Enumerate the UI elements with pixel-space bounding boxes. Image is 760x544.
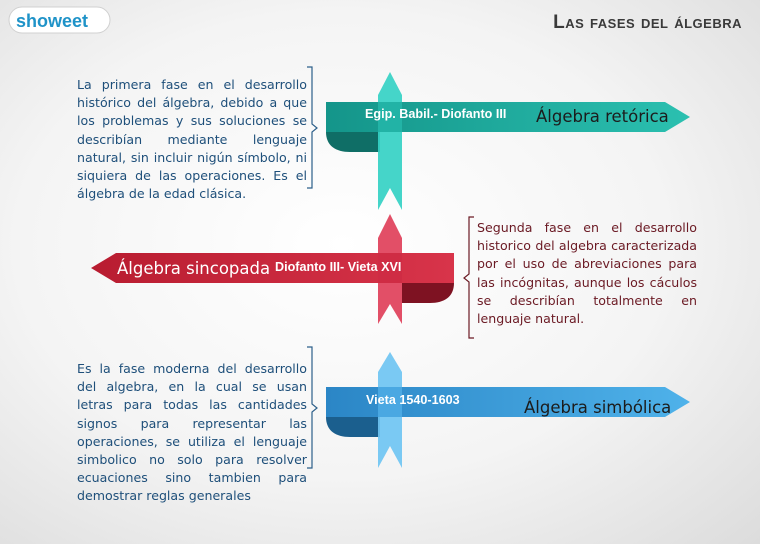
- ribbon-retorica: [326, 72, 690, 210]
- phase-3-name: Álgebra simbólica: [524, 398, 672, 417]
- phase-2-description: Segunda fase en el desarrollo historico del algebra caracterizada por el uso de abreviaciones para las incógnitas, aunque los cáculos se describían totalmente en lenguaje natural.: [477, 220, 697, 327]
- phase-3-tag: Vieta 1540-1603: [366, 393, 460, 407]
- phase-2-tag: Diofanto III- Vieta XVI: [275, 260, 402, 274]
- phase-1-name: Álgebra retórica: [536, 107, 669, 126]
- page-title: Las fases del álgebra: [553, 12, 742, 33]
- phase-2-bracket: [462, 216, 476, 340]
- phase-1-bracket: [305, 66, 319, 190]
- phase-1-description: La primera fase en el desarrollo histórico del álgebra, debido a que los problemas y sus soluciones se describían mediante lenguaje natural, sin incluir nigún símbolo, ni siquiera de las operaciones. Es el álgebra de la edad clásica.: [77, 77, 307, 202]
- logo-text: showeet: [16, 11, 89, 31]
- phase-1-tag: Egip. Babil.- Diofanto III: [365, 107, 507, 121]
- phase-3-bracket: [305, 346, 319, 470]
- phase-3-description: Es la fase moderna del desarrollo del algebra, en la cual se usan letras para todas las cantidades signos para representar las operaciones, se utiliza el lenguaje simbolico no solo para resolver ecuaciones sino tambien para demostrar reglas generales: [77, 361, 307, 504]
- phase-2-name: Álgebra sincopada: [117, 259, 271, 278]
